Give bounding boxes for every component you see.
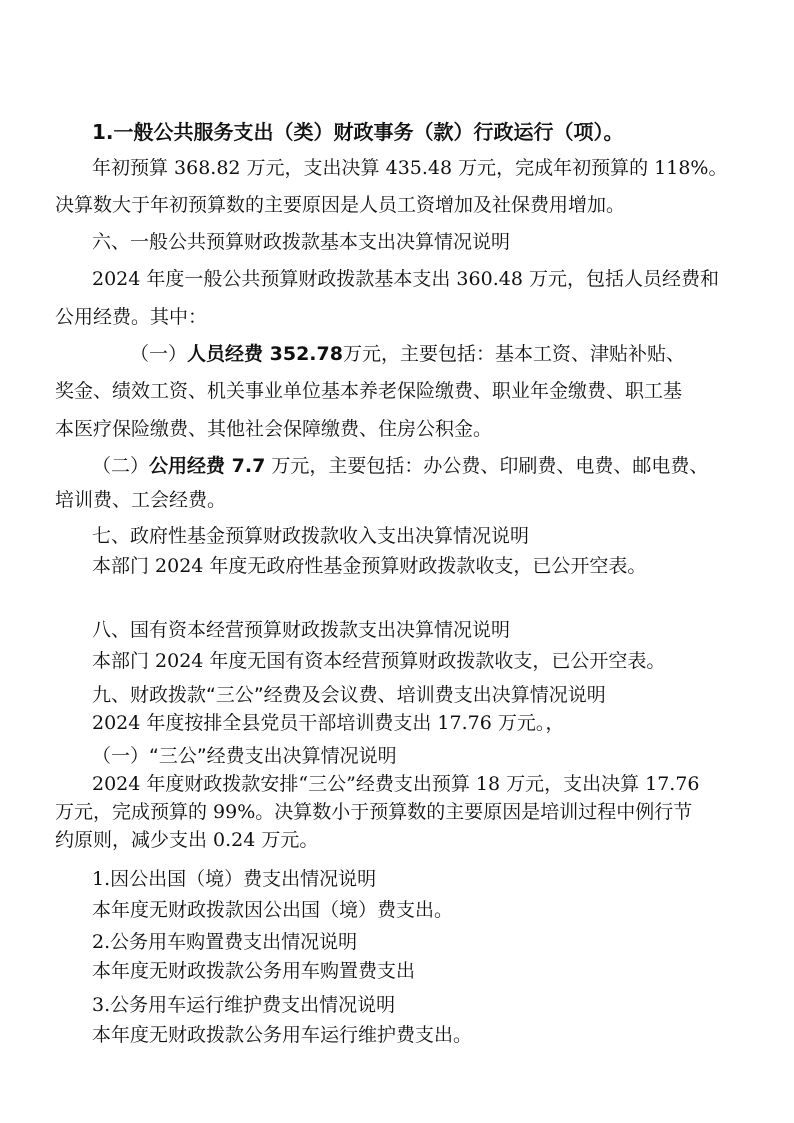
item-2-text: 本年度无财政拨款公务用车购置费支出 (92, 960, 416, 982)
personnel-expense-paragraph (130, 341, 685, 367)
item-1-text: 本年度无财政拨款因公出国（境）费支出。 (92, 899, 454, 921)
personnel-expense-line-2: 奖金、绩效工资、机关事业单位基本养老保险缴费、职业年金缴费、职工基 (55, 380, 683, 402)
section-6-heading: 六、一般公共预算财政拨款基本支出决算情况说明 (92, 231, 511, 253)
public-expense-amount: 公用经费 7.7 (149, 455, 266, 477)
section-6-line-2: 公用经费。其中： (55, 306, 208, 328)
item-1-title: 1.因公出国（境）费支出情况说明 (92, 868, 377, 890)
section-9-heading: 九、财政拨款“三公”经费及会议费、培训费支出决算情况说明 (92, 684, 606, 706)
three-public-line-2: 万元，完成预算的 99%。决算数小于预算数的主要原因是培训过程中例行节 (55, 801, 693, 823)
personnel-expense-line-3: 本医疗保险缴费、其他社会保障缴费、住房公积金。 (55, 418, 493, 440)
section-8-line-1: 本部门 2024 年度无国有资本经营预算财政拨款收支，已公开空表。 (92, 650, 666, 672)
section-7-heading: 七、政府性基金预算财政拨款收入支出决算情况说明 (92, 525, 530, 547)
section-7-line-1: 本部门 2024 年度无政府性基金预算财政拨款收支，已公开空表。 (92, 555, 647, 577)
item-3-title: 3.公务用车运行维护费支出情况说明 (92, 994, 396, 1016)
public-expense-prefix: （二） (92, 455, 150, 477)
personnel-expense-prefix: （一） (130, 343, 188, 365)
public-expense-rest: 万元，主要包括：办公费、印刷费、电费、邮电费、 (265, 455, 709, 477)
public-expense-paragraph (92, 453, 708, 479)
three-public-line-3: 约原则，减少支出 0.24 万元。 (55, 829, 319, 851)
three-public-line-1: 2024 年度财政拨款安排“三公”经费支出预算 18 万元，支出决算 17.76 (92, 773, 700, 795)
public-expense-line-2: 培训费、工会经费。 (55, 489, 227, 511)
section-6-line-1: 2024 年度一般公共预算财政拨款基本支出 360.48 万元，包括人员经费和 (92, 268, 719, 290)
item-3-text: 本年度无财政拨款公务用车运行维护费支出。 (92, 1024, 473, 1046)
section-9-line-1: 2024 年度按排全县党员干部培训费支出 17.76 万元。， (92, 712, 565, 734)
personnel-expense-rest: 万元，主要包括：基本工资、津贴补贴、 (342, 343, 685, 365)
section-1-line-2: 决算数大于年初预算数的主要原因是人员工资增加及社保费用增加。 (55, 194, 626, 216)
personnel-expense-amount: 人员经费 352.78 (187, 343, 343, 365)
section-8-heading: 八、国有资本经营预算财政拨款支出决算情况说明 (92, 619, 511, 641)
three-public-subheading: （一）“三公”经费支出决算情况说明 (92, 745, 397, 767)
section-1-heading: 1.一般公共服务支出（类）财政事务（款）行政运行（项）。 (92, 120, 624, 144)
item-2-title: 2.公务用车购置费支出情况说明 (92, 931, 358, 953)
section-1-line-1: 年初预算 368.82 万元，支出决算 435.48 万元，完成年初预算的 118%。 (92, 157, 728, 179)
